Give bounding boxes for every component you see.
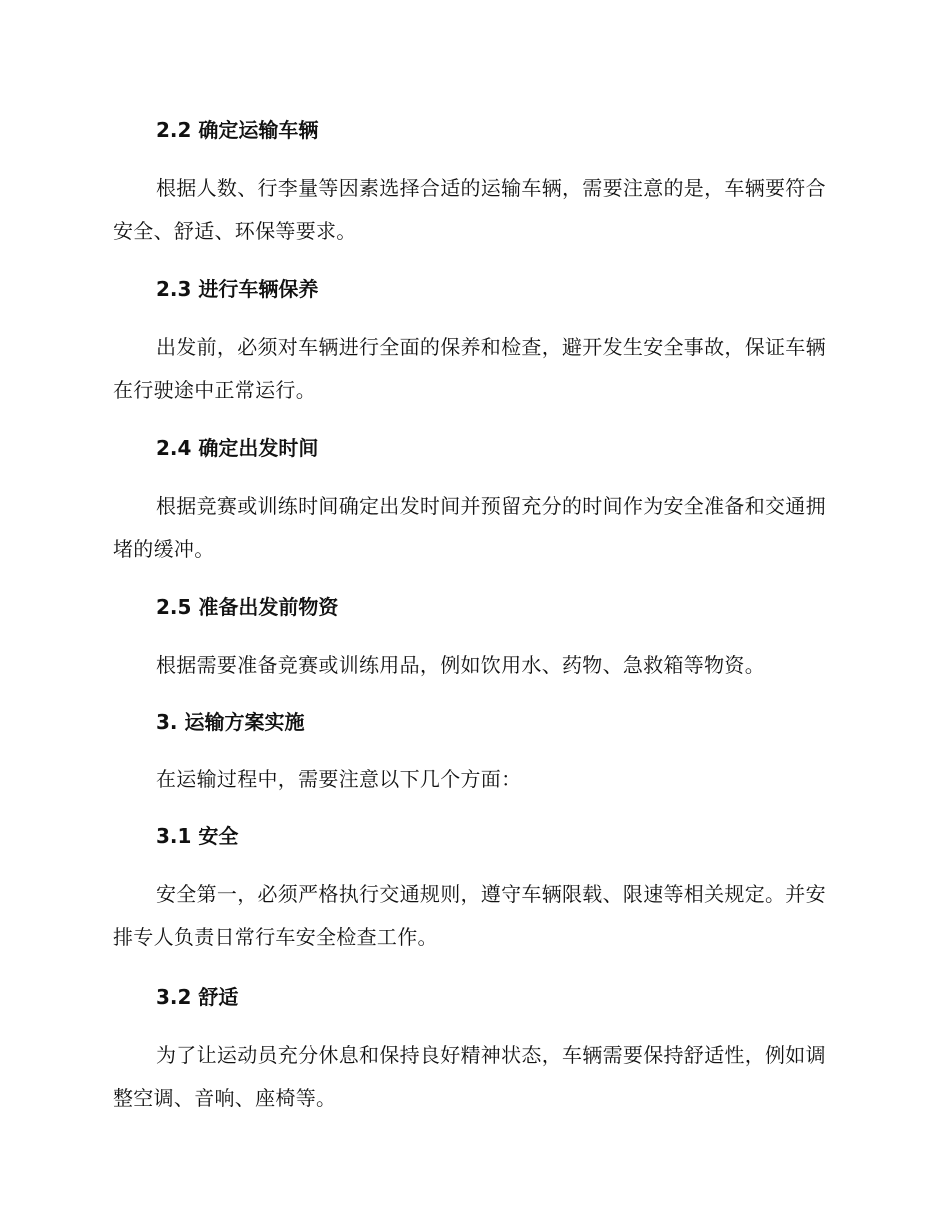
paragraph-3: 在运输过程中，需要注意以下几个方面： — [156, 767, 522, 791]
paragraph-2-4: 根据竞赛或训练时间确定出发时间并预留充分的时间作为安全准备和交通拥堵的缓冲。 — [113, 494, 826, 561]
section-heading-2-3: 2.3 进行车辆保养 — [156, 277, 319, 301]
paragraph-2-3: 出发前，必须对车辆进行全面的保养和检查，避开发生安全事故，保证车辆在行驶途中正常运行。 — [113, 335, 826, 402]
section-heading-2-5: 2.5 准备出发前物资 — [156, 595, 339, 619]
paragraph-2-5: 根据需要准备竞赛或训练用品，例如饮用水、药物、急救箱等物资。 — [156, 653, 765, 677]
paragraph-3-1: 安全第一，必须严格执行交通规则，遵守车辆限载、限速等相关规定。并安排专人负责日常行车安全检查工作。 — [113, 882, 826, 949]
section-heading-3-1: 3.1 安全 — [156, 824, 239, 848]
section-heading-2-4: 2.4 确定出发时间 — [156, 436, 319, 460]
paragraph-3-2: 为了让运动员充分休息和保持良好精神状态，车辆需要保持舒适性，例如调整空调、音响、座椅等。 — [113, 1043, 826, 1110]
section-heading-3-2: 3.2 舒适 — [156, 985, 239, 1009]
paragraph-2-2: 根据人数、行李量等因素选择合适的运输车辆，需要注意的是，车辆要符合安全、舒适、环保等要求。 — [113, 176, 826, 243]
section-heading-3: 3. 运输方案实施 — [156, 710, 305, 734]
section-heading-2-2: 2.2 确定运输车辆 — [156, 118, 319, 142]
